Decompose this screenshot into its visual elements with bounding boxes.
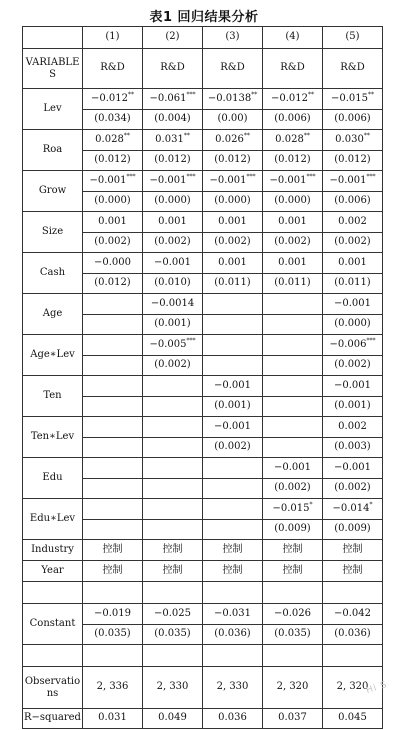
coefficient-cell xyxy=(143,171,203,192)
coefficient-cell xyxy=(263,253,323,274)
standard-error-cell: (0.011) xyxy=(323,274,383,294)
significance-stars: *** xyxy=(186,173,196,181)
standard-error-cell xyxy=(263,397,323,417)
significance-stars: ** xyxy=(183,132,190,140)
coefficient-cell xyxy=(203,376,263,397)
standard-error-cell: (0.001) xyxy=(323,397,383,417)
significance-stars: *** xyxy=(186,337,196,345)
standard-error-cell: (0.002) xyxy=(323,356,383,376)
standard-error-cell: (0.003) xyxy=(323,438,383,458)
standard-error-cell: (0.002) xyxy=(203,233,263,253)
standard-error-cell xyxy=(203,315,263,335)
coefficient-cell xyxy=(83,171,143,192)
coefficient-value: 0.001 xyxy=(158,215,187,227)
constant-cell: −0.026 xyxy=(263,604,323,625)
coefficient-value: −0.001 xyxy=(209,174,247,186)
coefficient-cell xyxy=(263,376,323,397)
coefficient-value: −0.061 xyxy=(149,92,187,104)
coefficient-cell xyxy=(323,171,383,192)
coefficient-value: 0.030 xyxy=(335,133,364,145)
coefficient-cell xyxy=(323,417,383,438)
standard-error-cell: (0.010) xyxy=(143,274,203,294)
constant-cell: −0.031 xyxy=(203,604,263,625)
r-squared-label: R−squared xyxy=(23,709,83,729)
observations-cell: 2, 330 xyxy=(143,667,203,709)
standard-error-cell xyxy=(83,397,143,417)
coefficient-value: 0.001 xyxy=(218,256,247,268)
r-squared-row xyxy=(23,709,383,729)
blank-cell xyxy=(203,582,263,604)
observations-label: Observations xyxy=(23,667,83,709)
standard-error-cell xyxy=(203,356,263,376)
coefficient-value: −0.001 xyxy=(329,174,367,186)
coefficient-cell xyxy=(323,130,383,151)
coefficient-value: 0.002 xyxy=(338,420,367,432)
coefficient-value: −0.012 xyxy=(270,92,308,104)
standard-error-cell: (0.009) xyxy=(323,520,383,540)
dependent-variable-cell: R&D xyxy=(83,49,143,89)
significance-stars: ** xyxy=(363,132,370,140)
control-row xyxy=(23,540,383,561)
control-cell: 控制 xyxy=(323,540,383,561)
dependent-variable-row xyxy=(23,49,383,89)
coefficient-value: 0.028 xyxy=(275,133,304,145)
standard-error-cell xyxy=(83,479,143,499)
control-cell: 控制 xyxy=(143,561,203,582)
coefficient-cell xyxy=(323,253,383,274)
standard-error-cell: (0.002) xyxy=(263,233,323,253)
coefficient-cell xyxy=(83,253,143,274)
regression-table xyxy=(22,26,383,729)
coefficient-value: 0.001 xyxy=(338,256,367,268)
constant-se-cell: (0.036) xyxy=(203,625,263,645)
standard-error-cell: (0.002) xyxy=(323,479,383,499)
coefficient-value: −0.001 xyxy=(213,379,251,391)
coefficient-cell xyxy=(323,335,383,356)
coefficient-cell xyxy=(143,253,203,274)
variable-label: Age xyxy=(23,294,83,335)
significance-stars: *** xyxy=(366,173,376,181)
column-header-row xyxy=(23,27,383,49)
r-squared-cell: 0.031 xyxy=(83,709,143,729)
coefficient-value: −0.001 xyxy=(269,174,307,186)
control-cell: 控制 xyxy=(263,561,323,582)
blank-cell xyxy=(23,645,83,667)
standard-error-cell xyxy=(83,520,143,540)
constant-cell: −0.042 xyxy=(323,604,383,625)
standard-error-cell: (0.002) xyxy=(323,233,383,253)
coefficient-value: −0.001 xyxy=(149,174,187,186)
control-cell: 控制 xyxy=(203,540,263,561)
coefficient-value: −0.001 xyxy=(333,461,371,473)
control-cell: 控制 xyxy=(83,540,143,561)
variable-label: Cash xyxy=(23,253,83,294)
coefficient-cell xyxy=(143,499,203,520)
standard-error-cell: (0.012) xyxy=(143,151,203,171)
standard-error-cell xyxy=(263,438,323,458)
column-header: (5) xyxy=(323,27,383,49)
control-cell: 控制 xyxy=(83,561,143,582)
coefficient-cell xyxy=(203,294,263,315)
standard-error-cell: (0.00) xyxy=(203,110,263,130)
coefficient-cell xyxy=(83,417,143,438)
observations-cell: 2, 320 xyxy=(263,667,323,709)
coefficient-cell xyxy=(83,458,143,479)
standard-error-cell xyxy=(203,520,263,540)
column-header: (3) xyxy=(203,27,263,49)
standard-error-cell: (0.009) xyxy=(263,520,323,540)
variable-label: Ten xyxy=(23,376,83,417)
coefficient-cell xyxy=(323,294,383,315)
coefficient-row xyxy=(23,212,383,233)
significance-stars: *** xyxy=(306,173,316,181)
standard-error-cell: (0.002) xyxy=(143,233,203,253)
constant-cell: −0.019 xyxy=(83,604,143,625)
standard-error-cell: (0.000) xyxy=(203,192,263,212)
column-header: (1) xyxy=(83,27,143,49)
standard-error-cell: (0.006) xyxy=(323,110,383,130)
coefficient-value: −0.015 xyxy=(272,502,310,514)
blank-cell xyxy=(203,645,263,667)
coefficient-cell xyxy=(203,458,263,479)
constant-label: Constant xyxy=(23,604,83,645)
standard-error-cell: (0.001) xyxy=(143,315,203,335)
control-cell: 控制 xyxy=(263,540,323,561)
coefficient-value: −0.001 xyxy=(153,256,191,268)
column-header: (2) xyxy=(143,27,203,49)
coefficient-value: 0.001 xyxy=(278,256,307,268)
coefficient-cell xyxy=(143,89,203,110)
significance-stars: ** xyxy=(368,91,374,99)
r-squared-cell: 0.036 xyxy=(203,709,263,729)
coefficient-row xyxy=(23,171,383,192)
standard-error-cell xyxy=(83,315,143,335)
constant-se-cell: (0.035) xyxy=(143,625,203,645)
coefficient-value: 0.002 xyxy=(338,215,367,227)
coefficient-cell xyxy=(143,417,203,438)
significance-stars: ** xyxy=(303,132,310,140)
dependent-variable-cell: R&D xyxy=(323,49,383,89)
standard-error-cell: (0.002) xyxy=(263,479,323,499)
blank-cell xyxy=(143,582,203,604)
significance-stars: ** xyxy=(123,132,130,140)
coefficient-value: −0.001 xyxy=(333,297,371,309)
standard-error-cell xyxy=(263,315,323,335)
standard-error-cell: (0.012) xyxy=(323,151,383,171)
significance-stars: *** xyxy=(186,91,196,99)
blank-cell xyxy=(143,645,203,667)
dependent-variable-cell: R&D xyxy=(263,49,323,89)
standard-error-cell xyxy=(263,356,323,376)
coefficient-cell xyxy=(143,458,203,479)
r-squared-cell: 0.045 xyxy=(323,709,383,729)
significance-stars: ** xyxy=(128,91,134,99)
coefficient-cell xyxy=(83,376,143,397)
coefficient-cell xyxy=(143,376,203,397)
blank-row xyxy=(23,582,383,604)
coefficient-value: −0.014 xyxy=(332,502,370,514)
significance-stars: *** xyxy=(366,337,376,345)
standard-error-cell xyxy=(143,397,203,417)
control-cell: 控制 xyxy=(143,540,203,561)
coefficient-value: −0.0014 xyxy=(150,297,195,309)
coefficient-cell xyxy=(83,130,143,151)
observations-cell: 2, 330 xyxy=(203,667,263,709)
coefficient-value: −0.005 xyxy=(149,338,187,350)
observations-cell: 2, 320 xyxy=(323,667,383,709)
blank-cell xyxy=(323,645,383,667)
blank-cell xyxy=(83,645,143,667)
standard-error-cell xyxy=(143,438,203,458)
watermark: Hi S xyxy=(365,679,390,697)
coefficient-cell xyxy=(143,294,203,315)
coefficient-cell xyxy=(203,89,263,110)
variable-label: Ten∗Lev xyxy=(23,417,83,458)
coefficient-cell xyxy=(203,171,263,192)
variable-label: Edu∗Lev xyxy=(23,499,83,540)
standard-error-cell: (0.001) xyxy=(203,397,263,417)
constant-cell: −0.025 xyxy=(143,604,203,625)
significance-stars: * xyxy=(369,501,373,509)
coefficient-row xyxy=(23,89,383,110)
coefficient-row xyxy=(23,130,383,151)
coefficient-cell xyxy=(203,417,263,438)
significance-stars: ** xyxy=(308,91,314,99)
coefficient-row xyxy=(23,376,383,397)
coefficient-cell xyxy=(203,335,263,356)
significance-stars: * xyxy=(309,501,313,509)
coefficient-cell xyxy=(143,212,203,233)
variable-label: Age∗Lev xyxy=(23,335,83,376)
coefficient-cell xyxy=(323,212,383,233)
significance-stars: *** xyxy=(246,173,256,181)
standard-error-cell: (0.034) xyxy=(83,110,143,130)
coefficient-cell xyxy=(263,130,323,151)
coefficient-cell xyxy=(143,335,203,356)
coefficient-cell xyxy=(263,212,323,233)
blank-row xyxy=(23,645,383,667)
standard-error-cell xyxy=(83,438,143,458)
coefficient-cell xyxy=(323,499,383,520)
variable-label: Grow xyxy=(23,171,83,212)
standard-error-cell xyxy=(143,520,203,540)
coefficient-cell xyxy=(83,212,143,233)
coefficient-row xyxy=(23,335,383,356)
standard-error-cell: (0.000) xyxy=(83,192,143,212)
coefficient-cell xyxy=(263,294,323,315)
blank-cell xyxy=(83,582,143,604)
coefficient-value: −0.0138 xyxy=(207,92,252,104)
coefficient-value: 0.028 xyxy=(95,133,124,145)
coefficient-value: −0.012 xyxy=(90,92,128,104)
r-squared-cell: 0.049 xyxy=(143,709,203,729)
variable-label: Edu xyxy=(23,458,83,499)
constant-se-cell: (0.036) xyxy=(323,625,383,645)
coefficient-cell xyxy=(263,499,323,520)
standard-error-cell: (0.000) xyxy=(263,192,323,212)
coefficient-cell xyxy=(323,376,383,397)
standard-error-cell xyxy=(143,479,203,499)
observations-cell: 2, 336 xyxy=(83,667,143,709)
constant-se-cell: (0.035) xyxy=(83,625,143,645)
coefficient-value: −0.001 xyxy=(333,379,371,391)
standard-error-cell xyxy=(83,356,143,376)
control-label: Year xyxy=(23,561,83,582)
coefficient-value: −0.001 xyxy=(213,420,251,432)
standard-error-cell: (0.012) xyxy=(83,274,143,294)
control-label: Industry xyxy=(23,540,83,561)
coefficient-cell xyxy=(263,458,323,479)
coefficient-value: 0.001 xyxy=(278,215,307,227)
coefficient-value: −0.001 xyxy=(273,461,311,473)
coefficient-value: 0.001 xyxy=(98,215,127,227)
coefficient-row xyxy=(23,458,383,479)
variables-label: VARIABLES xyxy=(23,49,83,89)
coefficient-cell xyxy=(323,458,383,479)
coefficient-cell xyxy=(83,335,143,356)
significance-stars: ** xyxy=(251,91,258,99)
control-cell: 控制 xyxy=(203,561,263,582)
standard-error-cell: (0.006) xyxy=(263,110,323,130)
standard-error-cell: (0.002) xyxy=(143,356,203,376)
coefficient-row xyxy=(23,294,383,315)
standard-error-cell: (0.012) xyxy=(83,151,143,171)
column-header: (4) xyxy=(263,27,323,49)
coefficient-cell xyxy=(83,499,143,520)
coefficient-cell xyxy=(143,130,203,151)
constant-se-cell: (0.035) xyxy=(263,625,323,645)
observations-row xyxy=(23,667,383,709)
standard-error-cell: (0.012) xyxy=(263,151,323,171)
coefficient-cell xyxy=(83,294,143,315)
standard-error-cell: (0.004) xyxy=(143,110,203,130)
coefficient-row xyxy=(23,253,383,274)
coefficient-value: 0.026 xyxy=(215,133,244,145)
coefficient-cell xyxy=(203,253,263,274)
standard-error-cell xyxy=(203,479,263,499)
coefficient-cell xyxy=(203,499,263,520)
control-row xyxy=(23,561,383,582)
standard-error-cell: (0.000) xyxy=(323,315,383,335)
variable-label: Size xyxy=(23,212,83,253)
coefficient-value: −0.000 xyxy=(93,256,131,268)
standard-error-cell: (0.012) xyxy=(203,151,263,171)
coefficient-value: 0.001 xyxy=(218,215,247,227)
standard-error-cell: (0.011) xyxy=(203,274,263,294)
coefficient-cell xyxy=(263,417,323,438)
coefficient-cell xyxy=(323,89,383,110)
significance-stars: *** xyxy=(126,173,136,181)
coefficient-value: 0.031 xyxy=(155,133,184,145)
coefficient-value: −0.015 xyxy=(330,92,368,104)
variable-label: Lev xyxy=(23,89,83,130)
dependent-variable-cell: R&D xyxy=(203,49,263,89)
coefficient-row xyxy=(23,499,383,520)
coefficient-cell xyxy=(263,335,323,356)
blank-cell xyxy=(263,645,323,667)
coefficient-cell xyxy=(263,171,323,192)
coefficient-cell xyxy=(83,89,143,110)
blank-cell xyxy=(23,582,83,604)
coefficient-value: −0.001 xyxy=(89,174,127,186)
coefficient-cell xyxy=(203,212,263,233)
standard-error-cell: (0.002) xyxy=(83,233,143,253)
coefficient-cell xyxy=(203,130,263,151)
control-cell: 控制 xyxy=(323,561,383,582)
r-squared-cell: 0.037 xyxy=(263,709,323,729)
blank-cell xyxy=(263,582,323,604)
regression-table-body xyxy=(23,27,383,729)
significance-stars: ** xyxy=(243,132,250,140)
blank-cell xyxy=(323,582,383,604)
header-empty-cell xyxy=(23,27,83,49)
constant-row xyxy=(23,604,383,625)
coefficient-value: −0.006 xyxy=(329,338,367,350)
standard-error-cell: (0.011) xyxy=(263,274,323,294)
dependent-variable-cell: R&D xyxy=(143,49,203,89)
standard-error-cell: (0.002) xyxy=(203,438,263,458)
coefficient-cell xyxy=(263,89,323,110)
variable-label: Roa xyxy=(23,130,83,171)
table-title: 表1 回归结果分析 xyxy=(149,10,259,25)
standard-error-cell: (0.006) xyxy=(323,192,383,212)
coefficient-row xyxy=(23,417,383,438)
standard-error-cell: (0.000) xyxy=(143,192,203,212)
